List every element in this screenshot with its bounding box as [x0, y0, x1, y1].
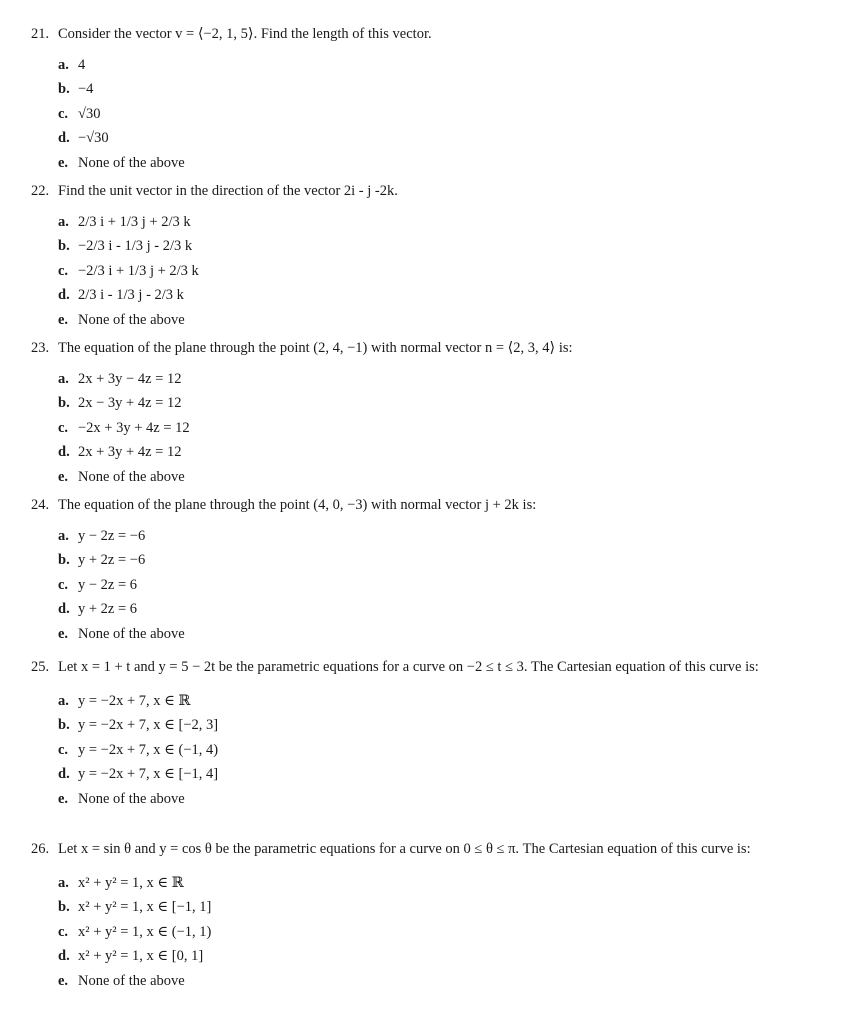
option-c[interactable]: c. −2x + 3y + 4z = 12 — [58, 419, 190, 436]
option-b[interactable]: b. −4 — [58, 81, 94, 98]
option-a[interactable]: a. x² + y² = 1, x ∈ ℝ — [58, 874, 184, 891]
option-d[interactable]: d. 2/3 i - 1/3 j - 2/3 k — [58, 287, 184, 304]
question-number: 25. — [31, 659, 50, 675]
question-number: 23. — [31, 340, 50, 356]
option-b[interactable]: b. −2/3 i - 1/3 j - 2/3 k — [58, 238, 193, 255]
options-list — [58, 524, 836, 647]
option-b[interactable]: b. y + 2z = −6 — [58, 552, 146, 569]
question-24 — [31, 495, 836, 647]
options-list — [58, 53, 836, 176]
question-text: Find the unit vector in the direction of the vector 2i - j -2k. — [58, 183, 398, 199]
option-a[interactable]: a. 2/3 i + 1/3 j + 2/3 k — [58, 213, 191, 230]
option-e[interactable]: e. None of the above — [58, 790, 185, 807]
option-d[interactable]: d. y + 2z = 6 — [58, 601, 138, 618]
option-a[interactable]: a. y = −2x + 7, x ∈ ℝ — [58, 692, 191, 709]
question-number: 26. — [31, 841, 50, 857]
option-e[interactable]: e. None of the above — [58, 154, 185, 171]
option-b[interactable]: b. 2x − 3y + 4z = 12 — [58, 395, 182, 412]
option-e[interactable]: e. None of the above — [58, 311, 185, 328]
option-d[interactable]: d. −√30 — [58, 130, 109, 147]
question-text: Let x = sin θ and y = cos θ be the parametric equations for a curve on 0 ≤ θ ≤ π. The Cartesian equation of this curve is: — [58, 841, 751, 857]
option-e[interactable]: e. None of the above — [58, 468, 185, 485]
option-c[interactable]: c. x² + y² = 1, x ∈ (−1, 1) — [58, 923, 212, 940]
options-list — [58, 367, 836, 490]
options-list — [58, 689, 836, 812]
question-21 — [31, 24, 836, 176]
question-23 — [31, 338, 836, 490]
question-number: 21. — [31, 26, 50, 42]
option-d[interactable]: d. x² + y² = 1, x ∈ [0, 1] — [58, 948, 204, 965]
question-26 — [31, 839, 836, 994]
option-d[interactable]: d. 2x + 3y + 4z = 12 — [58, 444, 182, 461]
question-text: Consider the vector v = ⟨−2, 1, 5⟩. Find the length of this vector. — [58, 26, 432, 42]
question-text: The equation of the plane through the point (2, 4, −1) with normal vector n = ⟨2, 3, 4⟩ is: — [58, 340, 573, 356]
option-a[interactable]: a. 4 — [58, 56, 86, 73]
option-c[interactable]: c. y − 2z = 6 — [58, 576, 138, 593]
option-b[interactable]: b. x² + y² = 1, x ∈ [−1, 1] — [58, 899, 212, 916]
option-a[interactable]: a. 2x + 3y − 4z = 12 — [58, 370, 182, 387]
option-e[interactable]: e. None of the above — [58, 972, 185, 989]
question-number: 24. — [31, 497, 50, 513]
question-text: The equation of the plane through the point (4, 0, −3) with normal vector j + 2k is: — [58, 497, 537, 513]
option-e[interactable]: e. None of the above — [58, 625, 185, 642]
options-list — [58, 210, 836, 333]
option-c[interactable]: c. y = −2x + 7, x ∈ (−1, 4) — [58, 741, 219, 758]
options-list — [58, 871, 836, 994]
question-number: 22. — [31, 183, 50, 199]
question-25 — [31, 657, 836, 812]
option-b[interactable]: b. y = −2x + 7, x ∈ [−2, 3] — [58, 717, 219, 734]
option-a[interactable]: a. y − 2z = −6 — [58, 527, 146, 544]
option-c[interactable]: c. √30 — [58, 105, 101, 122]
question-text: Let x = 1 + t and y = 5 − 2t be the parametric equations for a curve on −2 ≤ t ≤ 3. The Cartesian equation of this curve is: — [58, 659, 759, 675]
option-c[interactable]: c. −2/3 i + 1/3 j + 2/3 k — [58, 262, 199, 279]
option-d[interactable]: d. y = −2x + 7, x ∈ [−1, 4] — [58, 766, 219, 783]
question-22 — [31, 181, 836, 333]
